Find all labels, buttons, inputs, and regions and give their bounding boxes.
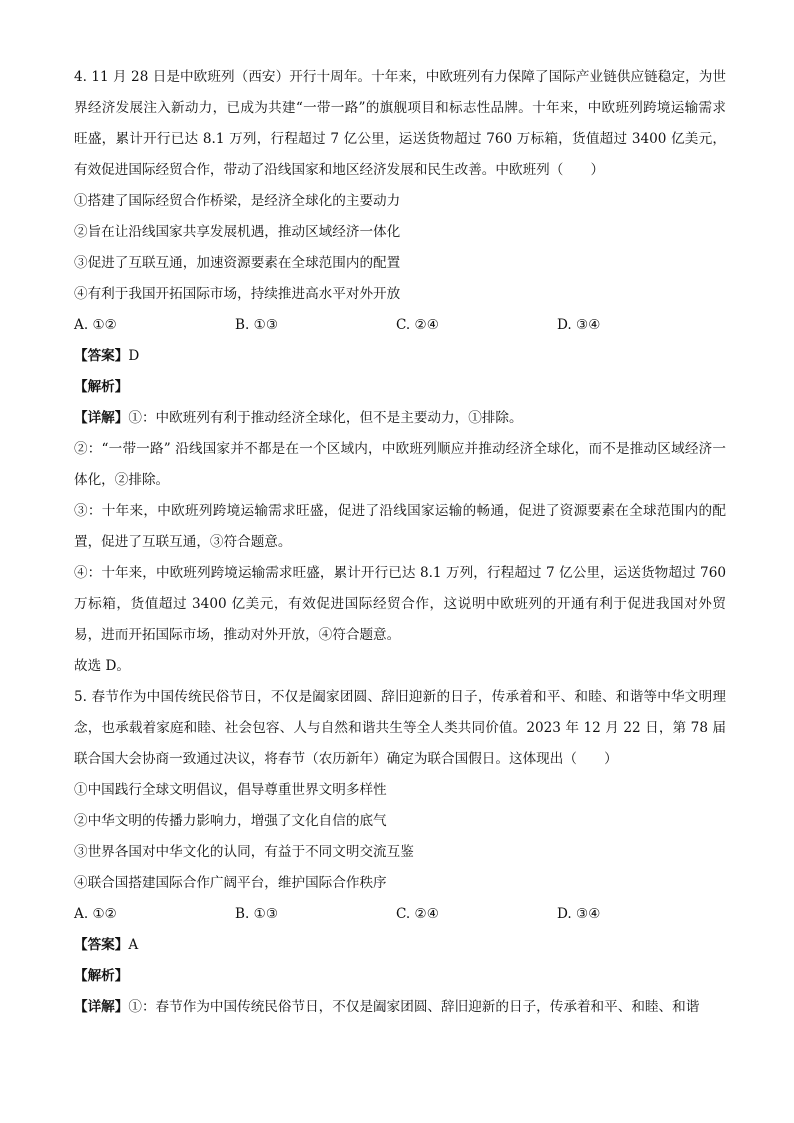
q5-detail-1-text: ①：春节作为中国传统民俗节日，不仅是阖家团圆、辞旧迎新的日子，传承着和平、和睦、和谐 (128, 999, 700, 1015)
q4-detail-1 (74, 403, 726, 434)
q5-option-b: B. ①③ (235, 906, 279, 922)
q5-statement-2: ②中华文明的传播力影响力，增强了文化自信的底气 (74, 813, 387, 829)
q4-conclusion: 故选 D。 (74, 658, 131, 674)
answer-tag: 【答案】 (74, 937, 129, 953)
q5-analysis-heading (74, 961, 726, 992)
q5-statement-1: ①中国践行全球文明倡议，倡导尊重世界文明多样性 (74, 782, 387, 798)
analysis-tag: 【解析】 (74, 968, 129, 984)
q4-statement-4: ④有利于我国开拓国际市场，持续推进高水平对外开放 (74, 286, 401, 302)
detail-tag: 【详解】 (74, 410, 129, 426)
q4-option-b: B. ①③ (235, 317, 279, 333)
q5-option-c: C. ②④ (396, 906, 439, 922)
q5-option-a: A. ①② (74, 906, 117, 922)
q5-statement-4: ④联合国搭建国际合作广阔平台，维护国际合作秩序 (74, 875, 387, 891)
q4-answer-line (74, 341, 726, 372)
q4-detail-1-text: ①：中欧班列有利于推动经济全球化，但不是主要动力，①排除。 (128, 410, 523, 426)
q5-answer: A (128, 937, 139, 953)
detail-tag: 【详解】 (74, 999, 129, 1015)
q5-options (74, 899, 726, 930)
q4-detail-3: ③：十年来，中欧班列跨境运输需求旺盛，促进了沿线国家运输的畅通，促进了资源要素在全球范围内的配置，促进了互联互通，③符合题意。 (74, 503, 726, 550)
q5-statement-3: ③世界各国对中华文化的认同，有益于不同文明交流互鉴 (74, 844, 414, 860)
q5-answer-line (74, 930, 726, 961)
q4-statement-1: ①搭建了国际经贸合作桥梁，是经济全球化的主要动力 (74, 193, 401, 209)
question-5-stem: 5. 春节作为中国传统民俗节日，不仅是阖家团圆、辞旧迎新的日子，传承着和平、和睦、和谐等中华文明理念，也承载着家庭和睦、社会包容、人与自然和谐共生等全人类共同价值。2023 年 12 月 22 日，第 78 届联合国大会协商一致通过决议，将春节（农历新年）确定为联合国假日。这体现出（ ） (74, 689, 726, 767)
q4-options (74, 310, 726, 341)
q4-option-a: A. ①② (74, 317, 117, 333)
q4-statement-2: ②旨在让沿线国家共享发展机遇，推动区域经济一体化 (74, 224, 401, 240)
question-4-stem: 4. 11 月 28 日是中欧班列（西安）开行十周年。十年来，中欧班列有力保障了国际产业链供应链稳定，为世界经济发展注入新动力，已成为共建“一带一路”的旗舰项目和标志性品牌。十年来，中欧班列跨境运输需求旺盛，累计开行已达 8.1 万列，行程超过 7 亿公里，运送货物超过 760 万标箱，货值超过 3400 亿美元，有效促进国际经贸合作，带动了沿线国家和地区经济发展和民生改善。中欧班列（ ） (74, 69, 726, 178)
q4-option-d: D. ③④ (557, 317, 601, 333)
q4-answer: D (128, 348, 140, 364)
q4-analysis-heading (74, 372, 726, 403)
q5-option-d: D. ③④ (557, 906, 601, 922)
analysis-tag: 【解析】 (74, 379, 129, 395)
q4-statement-3: ③促进了互联互通，加速资源要素在全球范围内的配置 (74, 255, 401, 271)
q4-detail-2: ②：“一带一路” 沿线国家并不都是在一个区域内，中欧班列顺应并推动经济全球化，而不是推动区域经济一体化，②排除。 (74, 441, 726, 488)
document-page (74, 62, 726, 1023)
q5-detail-1 (74, 992, 726, 1023)
answer-tag: 【答案】 (74, 348, 129, 364)
q4-detail-4: ④：十年来，中欧班列跨境运输需求旺盛，累计开行已达 8.1 万列，行程超过 7 亿公里，运送货物超过 760 万标箱，货值超过 3400 亿美元，有效促进国际经贸合作，这说明中欧班列的开通有利于促进我国对外贸易，进而开拓国际市场，推动对外开放，④符合题意。 (74, 565, 726, 643)
q4-option-c: C. ②④ (396, 317, 439, 333)
